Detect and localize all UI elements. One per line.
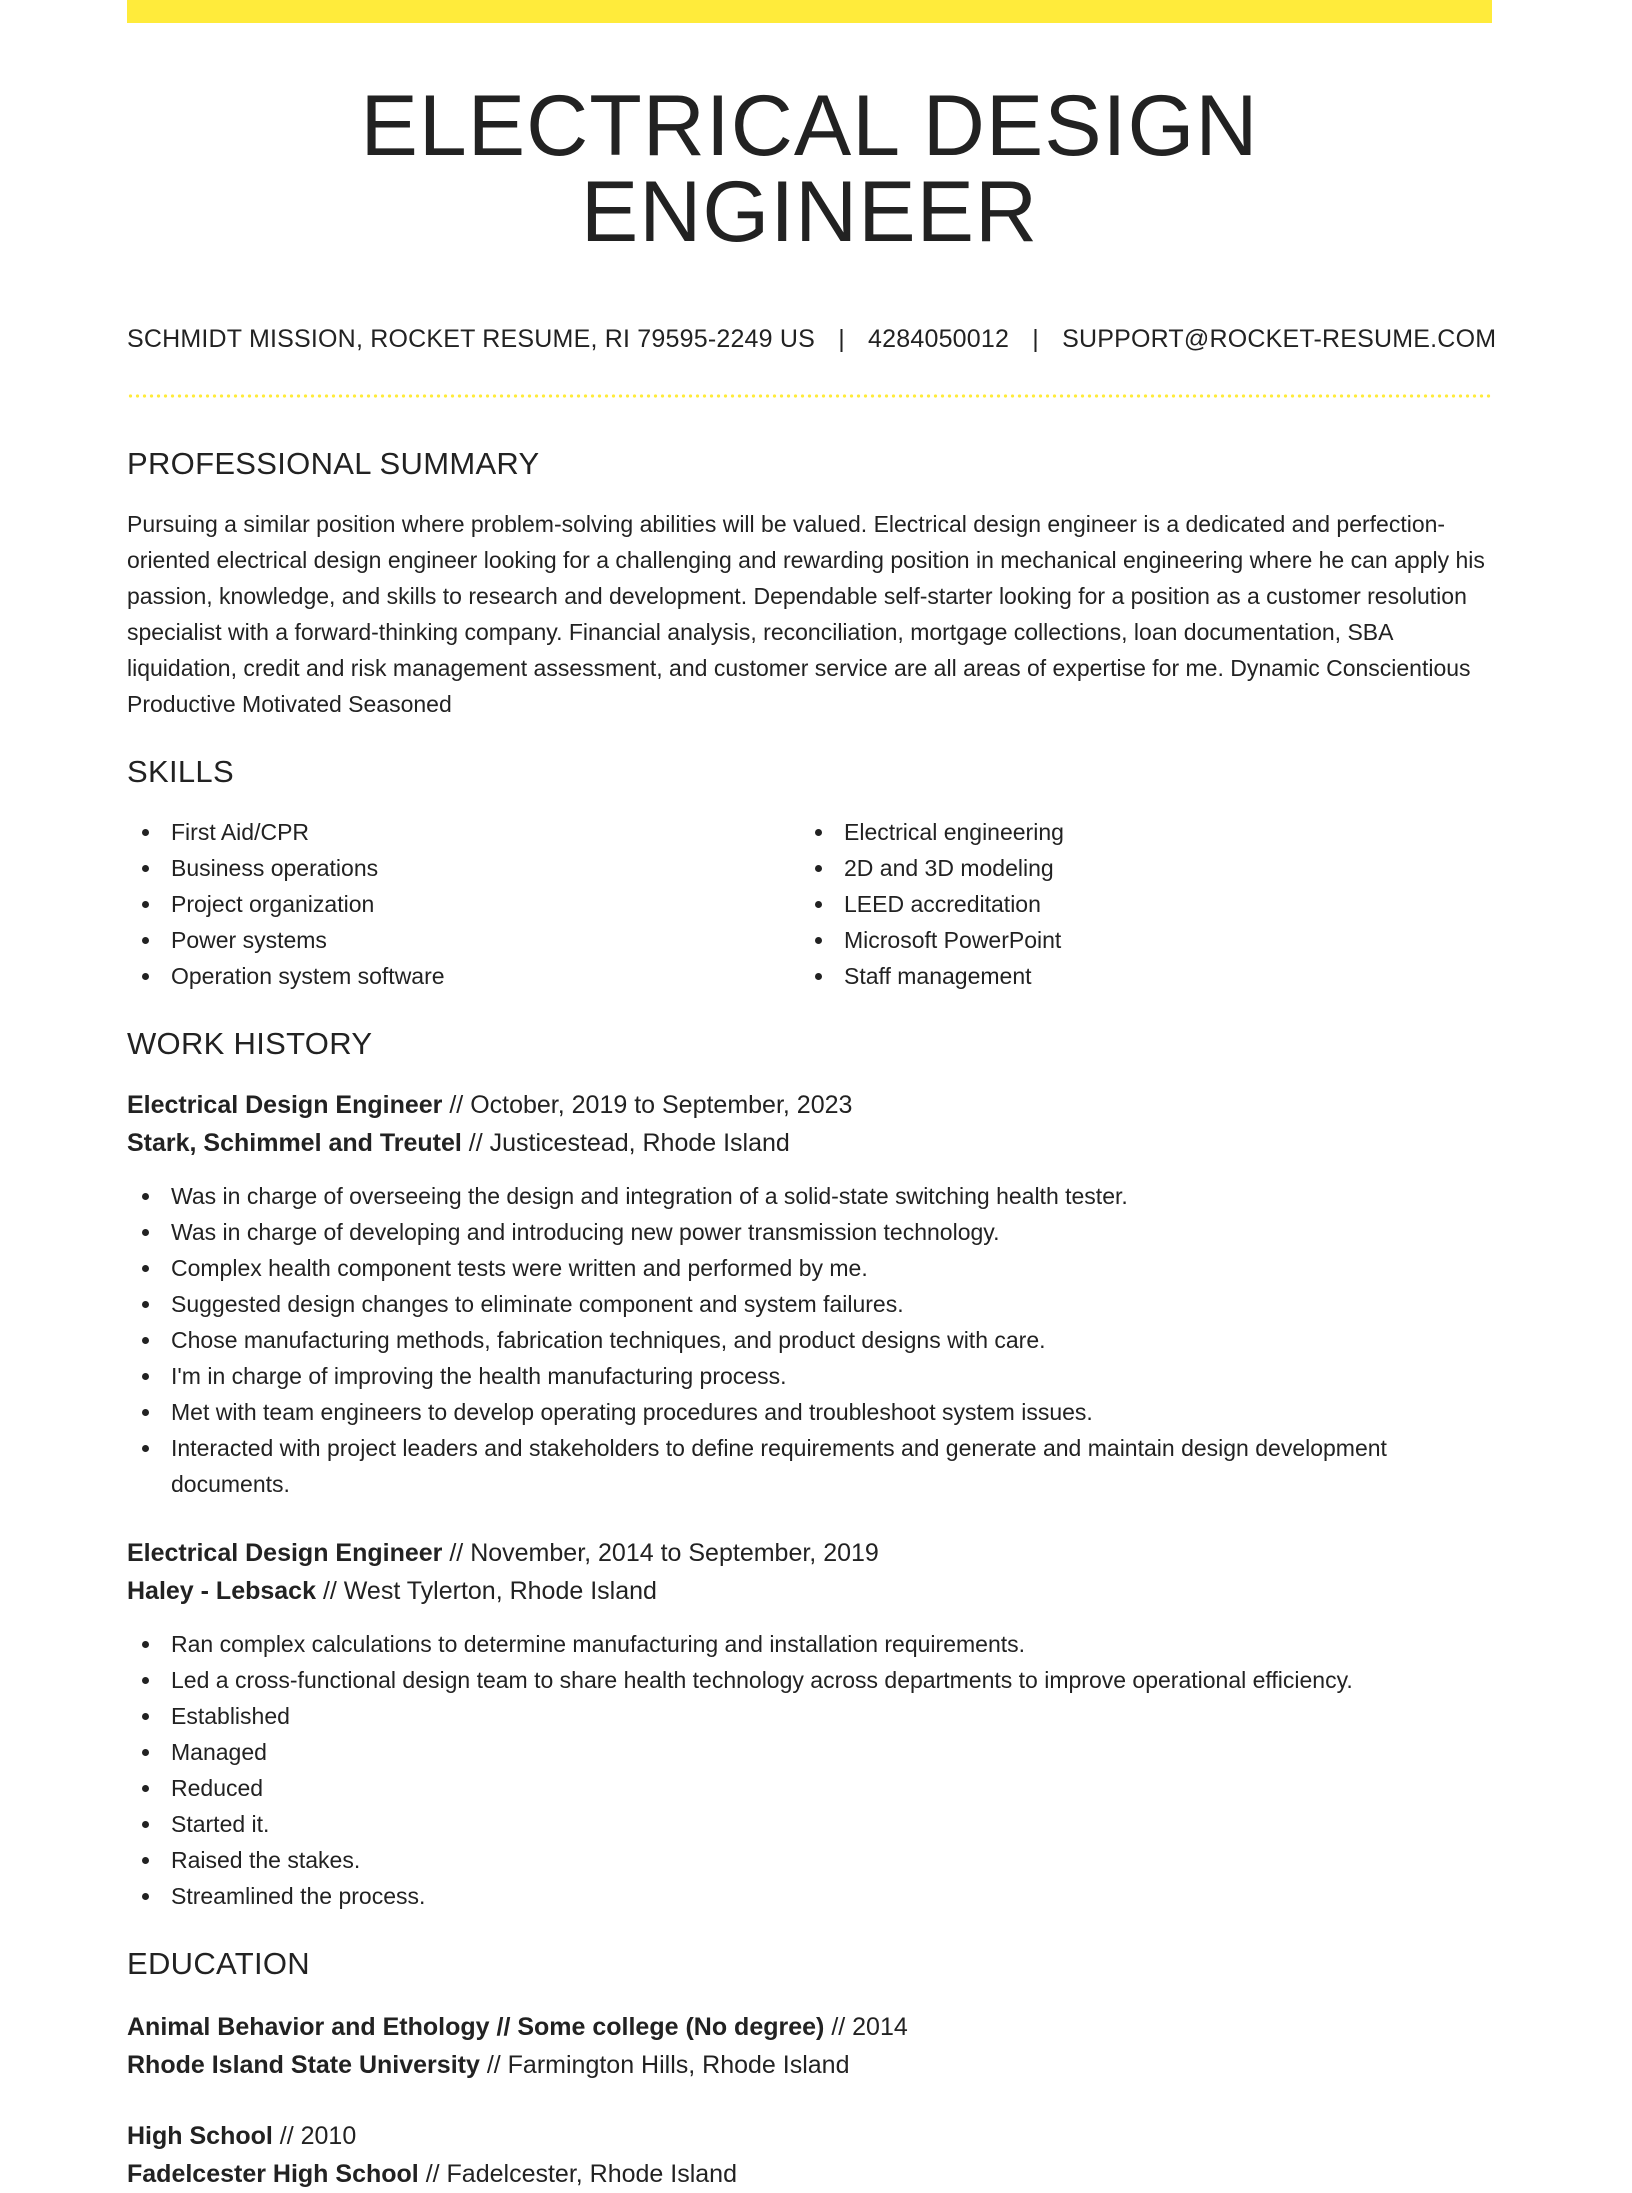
education-year: // 2014 — [831, 2013, 908, 2041]
education-heading: EDUCATION — [127, 1946, 310, 1981]
education-school-line — [127, 2155, 1492, 2193]
job-duty: Reduced — [127, 1770, 1492, 1806]
skills-heading: SKILLS — [127, 754, 234, 789]
education-location: // Farmington Hills, Rhode Island — [486, 2051, 850, 2079]
skill-item: Operation system software — [127, 958, 800, 994]
education-degree-line — [127, 2008, 1492, 2046]
job-duty: I'm in charge of improving the health manufacturing process. — [127, 1358, 1492, 1394]
skill-item: Business operations — [127, 850, 800, 886]
education-degree: Animal Behavior and Ethology // Some college (No degree) — [127, 2013, 825, 2041]
job-duty: Interacted with project leaders and stakeholders to define requirements and generate and maintain design development documents. — [127, 1430, 1492, 1502]
job-duty: Chose manufacturing methods, fabrication techniques, and product designs with care. — [127, 1322, 1492, 1358]
skill-item: Staff management — [800, 958, 1473, 994]
summary-text: Pursuing a similar position where problem-solving abilities will be valued. Electrical design engineer is a dedicated and perfection-oriented electrical design engineer looking for a challenging and rewarding position in mechanical engineering where he can apply his passion, knowledge, and skills to research and development. Dependable self-starter looking for a position as a customer resolution specialist with a forward-thinking company. Financial analysis, reconciliation, mortgage collections, loan documentation, SBA liquidation, credit and risk management assessment, and customer service are all areas of expertise for me. Dynamic Conscientious Productive Motivated Seasoned — [127, 511, 1485, 717]
job-duty: Was in charge of overseeing the design and integration of a solid-state switching health tester. — [127, 1178, 1492, 1214]
education-school: Fadelcester High School — [127, 2160, 419, 2188]
contact-separator: | — [1032, 325, 1039, 353]
education-year: // 2010 — [279, 2122, 357, 2150]
job-duty: Led a cross-functional design team to share health technology across departments to improve operational efficiency. — [127, 1662, 1492, 1698]
skills-column-left — [127, 814, 800, 994]
job-title: Electrical Design Engineer — [127, 1091, 443, 1119]
job-duty: Ran complex calculations to determine manufacturing and installation requirements. — [127, 1626, 1492, 1662]
skill-item: Microsoft PowerPoint — [800, 922, 1473, 958]
education-degree: High School — [127, 2122, 273, 2150]
contact-separator: | — [838, 325, 845, 353]
summary-heading: PROFESSIONAL SUMMARY — [127, 446, 540, 481]
job-location: // West Tylerton, Rhode Island — [322, 1577, 657, 1605]
job-duty: Was in charge of developing and introducing new power transmission technology. — [127, 1214, 1492, 1250]
contact-email: SUPPORT@ROCKET-RESUME.COM — [1062, 325, 1497, 353]
job-dates: // November, 2014 to September, 2019 — [449, 1539, 879, 1567]
contact-phone: 4284050012 — [868, 325, 1010, 353]
job-duty: Raised the stakes. — [127, 1842, 1492, 1878]
skill-item: LEED accreditation — [800, 886, 1473, 922]
job-title: Electrical Design Engineer — [127, 1539, 443, 1567]
skill-item: First Aid/CPR — [127, 814, 800, 850]
job-duties — [127, 1626, 1492, 1914]
skill-item: Power systems — [127, 922, 800, 958]
job-title-line — [127, 1086, 1492, 1124]
job-company: Stark, Schimmel and Treutel — [127, 1129, 462, 1157]
job-duty: Established — [127, 1698, 1492, 1734]
education-degree-line — [127, 2117, 1492, 2155]
contact-address: SCHMIDT MISSION, ROCKET RESUME, RI 79595-2249 US — [127, 325, 816, 353]
skill-item: 2D and 3D modeling — [800, 850, 1473, 886]
contact-line — [127, 325, 1497, 354]
education-entry — [127, 2008, 1492, 2084]
job-duty: Met with team engineers to develop operating procedures and troubleshoot system issues. — [127, 1394, 1492, 1430]
skills-column-right — [800, 814, 1473, 994]
job-duty: Started it. — [127, 1806, 1492, 1842]
resume-page — [127, 0, 1497, 2193]
job-entry — [127, 1086, 1492, 1502]
job-dates: // October, 2019 to September, 2023 — [449, 1091, 853, 1119]
job-company-line — [127, 1572, 1492, 1610]
job-company: Haley - Lebsack — [127, 1577, 316, 1605]
skills-list — [127, 814, 1492, 994]
job-duties — [127, 1178, 1492, 1502]
skill-item: Electrical engineering — [800, 814, 1473, 850]
accent-top-bar — [127, 0, 1492, 23]
education-school-line — [127, 2046, 1492, 2084]
job-company-line — [127, 1124, 1492, 1162]
job-entry — [127, 1534, 1492, 1914]
education-location: // Fadelcester, Rhode Island — [425, 2160, 737, 2188]
job-duty: Complex health component tests were written and performed by me. — [127, 1250, 1492, 1286]
education-school: Rhode Island State University — [127, 2051, 480, 2079]
dotted-divider — [127, 394, 1492, 398]
job-duty: Streamlined the process. — [127, 1878, 1492, 1914]
job-duty: Managed — [127, 1734, 1492, 1770]
resume-title: ELECTRICAL DESIGN ENGINEER — [360, 78, 1259, 260]
skill-item: Project organization — [127, 886, 800, 922]
job-title-line — [127, 1534, 1492, 1572]
job-duty: Suggested design changes to eliminate component and system failures. — [127, 1286, 1492, 1322]
education-entry — [127, 2117, 1492, 2193]
work-history-heading: WORK HISTORY — [127, 1026, 373, 1061]
job-location: // Justicestead, Rhode Island — [468, 1129, 790, 1157]
